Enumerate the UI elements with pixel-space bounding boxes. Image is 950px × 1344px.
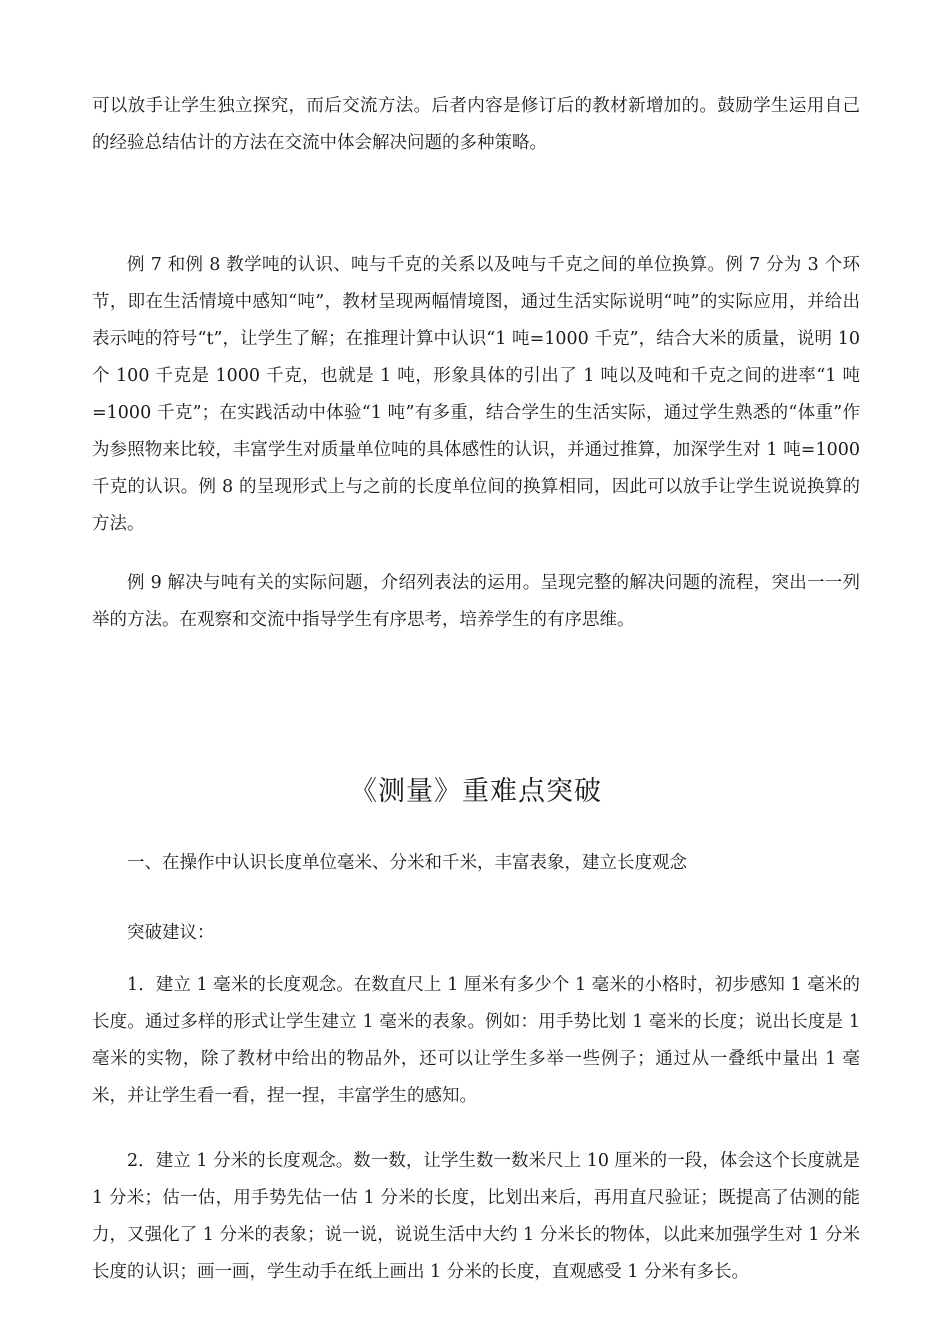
subsection-heading: 一、在操作中认识长度单位毫米、分米和千米，丰富表象，建立长度观念	[127, 853, 687, 873]
paragraph-decimeter: 2．建立 1 分米的长度观念。数一数，让学生数一数米尺上 10 厘米的一段，体会这个长度就是 1 分米；估一估，用手势先估一估 1 分米的长度，比划出来后，再用直尺验证；既提高了估测的能力，又强化了 1 分米的表象；说一说，说说生活中大约 1 分米长的物体，以此来加强学生对 1 分米长度的认识；画一画，学生动手在纸上画出 1 分米的长度，直观感受 1 分米有多长。	[92, 1151, 861, 1282]
paragraph-example-7-8: 例 7 和例 8 教学吨的认识、吨与千克的关系以及吨与千克之间的单位换算。例 7 分为 3 个环节，即在生活情境中感知“吨”，教材呈现两幅情境图，通过生活实际说明“吨”的实际应用，并给出表示吨的符号“t”，让学生了解；在推理计算中认识“1 吨=1000 千克”，结合大米的质量，说明 10 个 100 千克是 1000 千克，也就是 1 吨，形象具体的引出了 1 吨以及吨和千克之间的进率“1 吨=1000 千克”；在实践活动中体验“1 吨”有多重，结合学生的生活实际，通过学生熟悉的“体重”作为参照物来比较，丰富学生对质量单位吨的具体感性的认识，并通过推算，加深学生对 1 吨=1000 千克的认识。例 8 的呈现形式上与之前的长度单位间的换算相同，因此可以放手让学生说说换算的方法。	[92, 255, 860, 534]
section-title: 《测量》重难点突破	[350, 776, 602, 807]
paragraph-example-9: 例 9 解决与吨有关的实际问题，介绍列表法的运用。呈现完整的解决问题的流程，突出一一列举的方法。在观察和交流中指导学生有序思考，培养学生的有序思维。	[92, 573, 860, 630]
paragraph-millimeter: 1．建立 1 毫米的长度观念。在数直尺上 1 厘米有多少个 1 毫米的小格时，初步感知 1 毫米的长度。通过多样的形式让学生建立 1 毫米的表象。例如：用手势比划 1 毫米的长度；说出长度是 1 毫米的实物，除了教材中给出的物品外，还可以让学生多举一些例子；通过从一叠纸中量出 1 毫米，并让学生看一看，捏一捏，丰富学生的感知。	[92, 975, 860, 1106]
suggestion-heading: 突破建议：	[127, 923, 215, 943]
paragraph-continuation: 可以放手让学生独立探究，而后交流方法。后者内容是修订后的教材新增加的。鼓励学生运用自己的经验总结估计的方法在交流中体会解决问题的多种策略。	[92, 96, 860, 153]
